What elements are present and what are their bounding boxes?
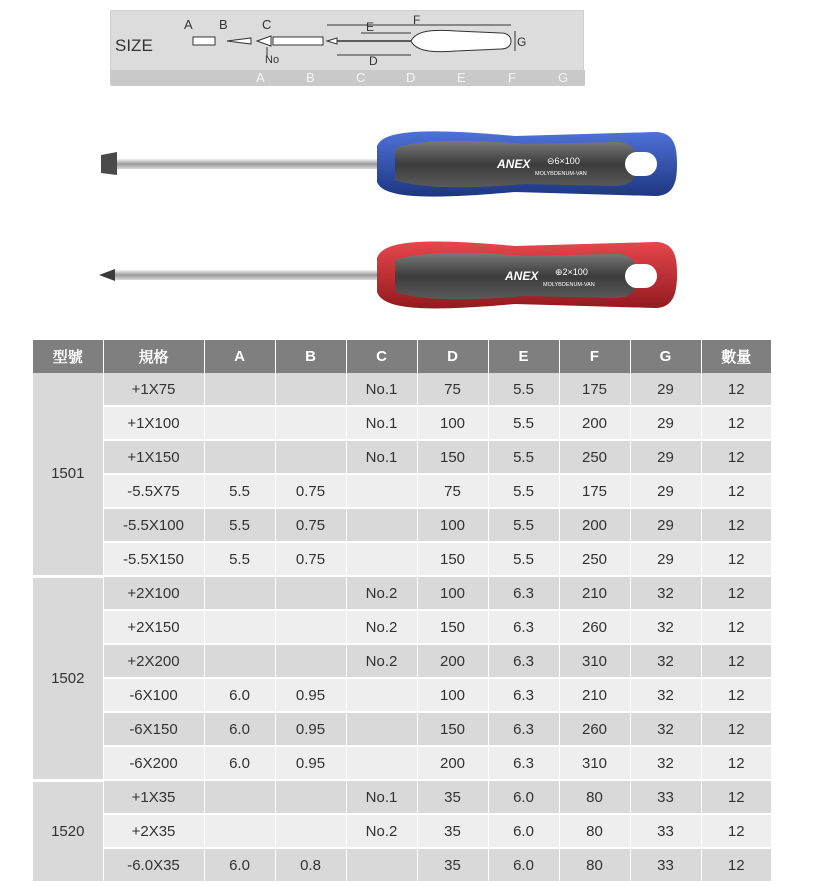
table-row xyxy=(33,440,771,474)
phillips-brand-logo: ANEX xyxy=(505,269,539,283)
value-cell: 5.5 xyxy=(204,474,275,508)
callout-f: F xyxy=(413,13,421,27)
table-row xyxy=(33,678,771,712)
callout-d: D xyxy=(369,54,378,68)
value-cell: 150 xyxy=(417,610,488,644)
value-cell: 29 xyxy=(630,542,701,576)
value-cell: 12 xyxy=(701,746,771,780)
flat-tip xyxy=(101,152,117,175)
value-cell: 5.5 xyxy=(488,440,559,474)
value-cell: 35 xyxy=(417,780,488,814)
value-cell: 12 xyxy=(701,440,771,474)
value-cell: 80 xyxy=(559,848,630,882)
value-cell xyxy=(346,712,417,746)
dimension-drawing xyxy=(111,11,585,71)
spec-cell: -6X100 xyxy=(103,678,204,712)
phillips-shaft xyxy=(115,270,379,280)
value-cell xyxy=(275,373,346,406)
table-row xyxy=(33,780,771,814)
value-cell: 12 xyxy=(701,644,771,678)
phillips-tip-shape xyxy=(257,36,271,46)
value-cell: 29 xyxy=(630,474,701,508)
value-cell: No.1 xyxy=(346,373,417,406)
spec-cell: +1X75 xyxy=(103,373,204,406)
value-cell: 5.5 xyxy=(488,508,559,542)
value-cell: 33 xyxy=(630,848,701,882)
column-header: 型號 xyxy=(33,340,103,373)
value-cell xyxy=(275,406,346,440)
callout-b: B xyxy=(219,17,228,32)
strip-letter-d: D xyxy=(406,70,416,85)
value-cell xyxy=(346,542,417,576)
value-cell: 100 xyxy=(417,406,488,440)
value-cell xyxy=(275,440,346,474)
value-cell: No.2 xyxy=(346,610,417,644)
callout-a: A xyxy=(184,17,193,32)
value-cell: 6.3 xyxy=(488,644,559,678)
strip-letter-f: F xyxy=(508,70,516,85)
value-cell: 5.5 xyxy=(488,406,559,440)
value-cell: 150 xyxy=(417,440,488,474)
value-cell xyxy=(346,474,417,508)
value-cell: 210 xyxy=(559,576,630,610)
value-cell: 35 xyxy=(417,848,488,882)
value-cell: 12 xyxy=(701,610,771,644)
spec-cell: +2X100 xyxy=(103,576,204,610)
callout-e: E xyxy=(366,20,375,34)
value-cell: 33 xyxy=(630,814,701,848)
model-number-cell: 1501 xyxy=(33,373,103,576)
table-row xyxy=(33,576,771,610)
strip-letter-c: C xyxy=(356,70,366,85)
size-label: SIZE xyxy=(115,36,153,55)
spec-cell: +1X35 xyxy=(103,780,204,814)
value-cell: No.2 xyxy=(346,644,417,678)
value-cell: 29 xyxy=(630,440,701,474)
value-cell: 33 xyxy=(630,780,701,814)
column-header: A xyxy=(204,340,275,373)
value-cell: 29 xyxy=(630,508,701,542)
dimension-letter-strip xyxy=(111,70,585,86)
value-cell: 75 xyxy=(417,474,488,508)
value-cell: 200 xyxy=(417,644,488,678)
value-cell: 0.95 xyxy=(275,678,346,712)
flat-hang-hole xyxy=(625,152,657,176)
value-cell: 6.0 xyxy=(204,712,275,746)
value-cell: 0.75 xyxy=(275,508,346,542)
size-diagram xyxy=(110,10,584,85)
column-header: B xyxy=(275,340,346,373)
value-cell: 12 xyxy=(701,508,771,542)
table-body xyxy=(33,373,771,882)
value-cell: 150 xyxy=(417,712,488,746)
spec-cell: +1X100 xyxy=(103,406,204,440)
value-cell: 6.0 xyxy=(204,848,275,882)
shaft-segment-shape xyxy=(273,37,323,45)
spec-cell: -5.5X75 xyxy=(103,474,204,508)
value-cell: 32 xyxy=(630,644,701,678)
value-cell: 200 xyxy=(559,406,630,440)
table-row xyxy=(33,406,771,440)
value-cell: 100 xyxy=(417,678,488,712)
spec-cell: -6.0X35 xyxy=(103,848,204,882)
value-cell: 5.5 xyxy=(488,474,559,508)
value-cell: 0.8 xyxy=(275,848,346,882)
table-row xyxy=(33,814,771,848)
value-cell xyxy=(346,746,417,780)
value-cell: 35 xyxy=(417,814,488,848)
table-row xyxy=(33,644,771,678)
value-cell xyxy=(204,440,275,474)
value-cell xyxy=(275,780,346,814)
value-cell: 12 xyxy=(701,678,771,712)
spec-cell: -5.5X150 xyxy=(103,542,204,576)
product-photo xyxy=(95,118,695,324)
tip-end-view-shape xyxy=(193,37,215,45)
value-cell xyxy=(204,644,275,678)
strip-letter-e: E xyxy=(457,70,466,85)
value-cell: 150 xyxy=(417,542,488,576)
value-cell xyxy=(204,780,275,814)
spec-cell: -5.5X100 xyxy=(103,508,204,542)
table-row xyxy=(33,373,771,406)
phillips-screwdriver xyxy=(99,242,677,309)
spec-table xyxy=(33,340,771,884)
value-cell xyxy=(275,576,346,610)
value-cell: 32 xyxy=(630,678,701,712)
table-row xyxy=(33,746,771,780)
value-cell xyxy=(204,814,275,848)
value-cell: 5.5 xyxy=(488,373,559,406)
value-cell: 6.0 xyxy=(488,814,559,848)
value-cell: 5.5 xyxy=(488,542,559,576)
value-cell: No.1 xyxy=(346,440,417,474)
spec-cell: +2X200 xyxy=(103,644,204,678)
value-cell: 5.5 xyxy=(204,508,275,542)
value-cell: 12 xyxy=(701,474,771,508)
value-cell: 29 xyxy=(630,373,701,406)
value-cell: 0.75 xyxy=(275,542,346,576)
column-header: E xyxy=(488,340,559,373)
value-cell: 75 xyxy=(417,373,488,406)
value-cell: 200 xyxy=(559,508,630,542)
value-cell: 210 xyxy=(559,678,630,712)
value-cell: No.2 xyxy=(346,814,417,848)
model-number-cell: 1502 xyxy=(33,576,103,780)
strip-letter-b: B xyxy=(306,70,315,85)
value-cell: 12 xyxy=(701,814,771,848)
value-cell: 100 xyxy=(417,576,488,610)
value-cell: 260 xyxy=(559,712,630,746)
table-row xyxy=(33,610,771,644)
value-cell: 29 xyxy=(630,406,701,440)
value-cell: 80 xyxy=(559,780,630,814)
table-row xyxy=(33,474,771,508)
value-cell: 6.0 xyxy=(204,678,275,712)
column-header: 數量 xyxy=(701,340,771,373)
value-cell: 32 xyxy=(630,576,701,610)
column-header: G xyxy=(630,340,701,373)
spec-cell: +2X150 xyxy=(103,610,204,644)
phillips-size-marking: ⊕2×100 xyxy=(555,267,588,277)
value-cell: 6.3 xyxy=(488,712,559,746)
value-cell: 6.0 xyxy=(488,848,559,882)
value-cell xyxy=(204,610,275,644)
flat-material-marking: MOLYBDENUM-VAN xyxy=(535,171,587,177)
value-cell xyxy=(346,508,417,542)
value-cell: 6.3 xyxy=(488,610,559,644)
spec-cell: +2X35 xyxy=(103,814,204,848)
value-cell xyxy=(275,610,346,644)
value-cell: 0.95 xyxy=(275,712,346,746)
spec-cell: -6X200 xyxy=(103,746,204,780)
value-cell: 0.75 xyxy=(275,474,346,508)
value-cell: 12 xyxy=(701,780,771,814)
phillips-hang-hole xyxy=(625,264,657,288)
value-cell: 32 xyxy=(630,610,701,644)
value-cell: 12 xyxy=(701,373,771,406)
value-cell: 80 xyxy=(559,814,630,848)
value-cell xyxy=(346,848,417,882)
table-row xyxy=(33,508,771,542)
value-cell: 260 xyxy=(559,610,630,644)
value-cell xyxy=(204,576,275,610)
diagram-tip-shape xyxy=(327,38,337,44)
spec-cell: +1X150 xyxy=(103,440,204,474)
value-cell: 200 xyxy=(417,746,488,780)
value-cell xyxy=(204,406,275,440)
value-cell: 250 xyxy=(559,440,630,474)
table-header-row xyxy=(33,340,771,373)
value-cell: 32 xyxy=(630,746,701,780)
phillips-material-marking: MOLYBDENUM-VAN xyxy=(543,282,595,288)
value-cell: 6.3 xyxy=(488,576,559,610)
value-cell: 310 xyxy=(559,644,630,678)
value-cell: 310 xyxy=(559,746,630,780)
value-cell: 12 xyxy=(701,848,771,882)
value-cell: 175 xyxy=(559,474,630,508)
flat-size-marking: ⊖6×100 xyxy=(547,156,580,166)
flat-shaft xyxy=(117,159,379,169)
value-cell: No.2 xyxy=(346,576,417,610)
strip-letter-g: G xyxy=(558,70,569,85)
column-header: C xyxy=(346,340,417,373)
value-cell: 6.3 xyxy=(488,746,559,780)
value-cell: 6.0 xyxy=(488,780,559,814)
value-cell xyxy=(275,644,346,678)
callout-no: No xyxy=(265,54,280,66)
diagram-handle-shape xyxy=(411,30,511,51)
flat-screwdriver xyxy=(101,131,677,196)
value-cell: 5.5 xyxy=(204,542,275,576)
strip-letter-a: A xyxy=(256,70,265,85)
value-cell: 32 xyxy=(630,712,701,746)
blade-side-shape xyxy=(227,38,251,44)
flat-brand-logo: ANEX xyxy=(497,157,531,171)
column-header: D xyxy=(417,340,488,373)
value-cell: 12 xyxy=(701,542,771,576)
value-cell: No.1 xyxy=(346,780,417,814)
value-cell: No.1 xyxy=(346,406,417,440)
value-cell: 12 xyxy=(701,712,771,746)
value-cell xyxy=(275,814,346,848)
table-row xyxy=(33,542,771,576)
value-cell xyxy=(346,678,417,712)
value-cell: 6.3 xyxy=(488,678,559,712)
table-row xyxy=(33,848,771,882)
column-header: F xyxy=(559,340,630,373)
value-cell xyxy=(204,373,275,406)
value-cell: 0.95 xyxy=(275,746,346,780)
value-cell: 100 xyxy=(417,508,488,542)
phillips-tip xyxy=(99,269,115,281)
value-cell: 6.0 xyxy=(204,746,275,780)
spec-cell: -6X150 xyxy=(103,712,204,746)
model-number-cell: 1520 xyxy=(33,780,103,882)
callout-g: G xyxy=(517,35,527,49)
value-cell: 250 xyxy=(559,542,630,576)
callout-c: C xyxy=(262,17,272,32)
value-cell: 12 xyxy=(701,576,771,610)
table-row xyxy=(33,712,771,746)
value-cell: 175 xyxy=(559,373,630,406)
value-cell: 12 xyxy=(701,406,771,440)
column-header: 規格 xyxy=(103,340,204,373)
